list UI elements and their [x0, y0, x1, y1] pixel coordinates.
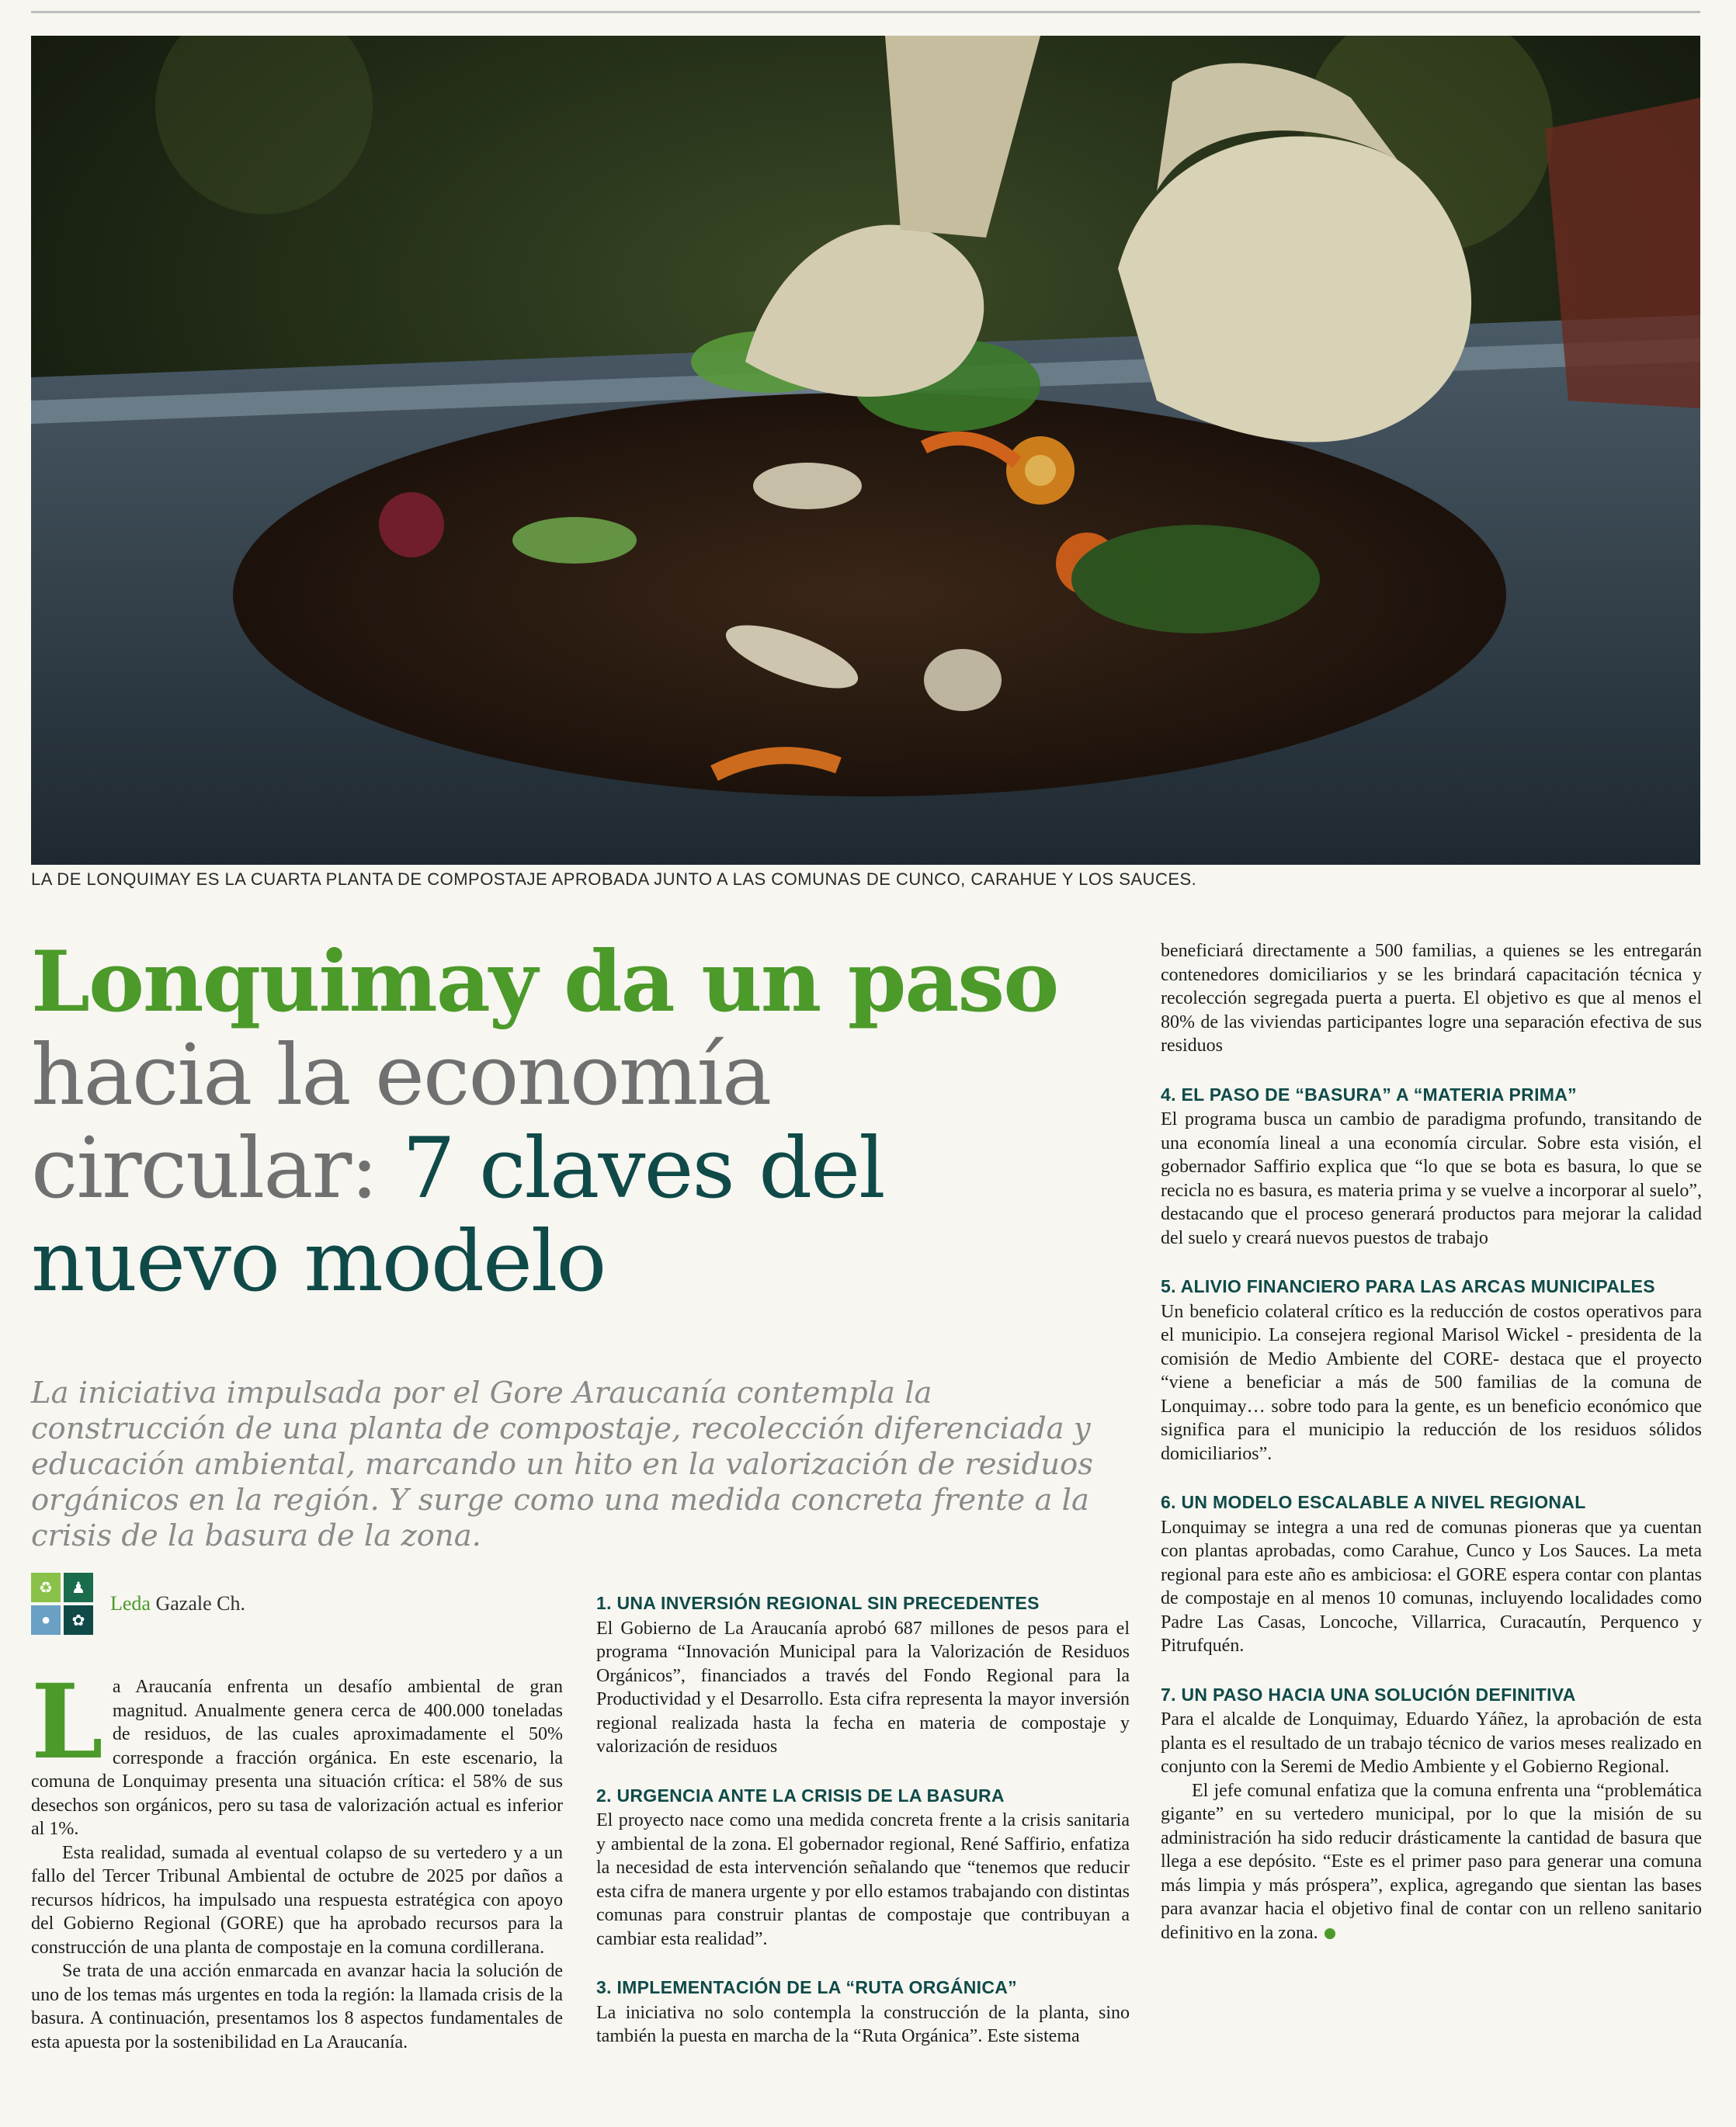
- section-6-title: 6. UN MODELO ESCALABLE A NIVEL REGIONAL: [1161, 1492, 1586, 1512]
- leaf-icon: ✿: [64, 1605, 93, 1635]
- section-1-body: El Gobierno de La Araucanía aprobó 687 millones de pesos para el programa “Innovación Municipal para la Valorización de Residuos Orgánicos”, financiados a través del Fondo Regional para la Productividad y el Desarrollo. Esta cifra representa la mayor inversión regional realizada hasta la fecha en materia de compostaje y valorización de residuos: [596, 1618, 1130, 1757]
- section-2-body: El proyecto nace como una medida concreta frente a la crisis sanitaria y ambiental de la zona. El gobernador regional, René Saffirio, enfatiza la necesidad de esta intervención señalando que “tenemos que reducir esta cifra de manera urgente y por ello estamos trabajando con distintas comunas para construir plantas de compostaje que contribuyan a cambiar esta realidad”.: [596, 1810, 1130, 1949]
- section-7-body-2: [1161, 1779, 1702, 1945]
- section-7-body: Para el alcalde de Lonquimay, Eduardo Yáñez, la aprobación de esta planta es el resultado de un trabajo técnico de varios meses realizado en conjunto con la Seremi de Medio Ambiente y el Gobierno Regional.: [1161, 1709, 1702, 1777]
- author-logo: [31, 1573, 93, 1635]
- end-mark-icon: [1325, 1928, 1335, 1939]
- section-3-body: La iniciativa no solo contempla la construcción de la planta, sino también la puesta en marcha de la “Ruta Orgánica”. Este sistema: [596, 2002, 1130, 2046]
- section-7-text-2: El jefe comunal enfatiza que la comuna enfrenta una “problemática gigante” en su vertedero municipal, por lo que la misión de su administración ha sido reducir drásticamente la cantidad de basura que llega a ese depósito. “Este es el primer paso para generar una comuna más limpia y más próspera”, explica, agregando que sientan las bases para avanzar hacia el objetivo final de contar con un relleno sanitario definitivo en la zona.: [1161, 1780, 1702, 1943]
- drop-cap: L: [31, 1662, 103, 1782]
- people-icon: ♟: [64, 1573, 93, 1602]
- section-4-title: 4. EL PASO DE “BASURA” A “MATERIA PRIMA”: [1161, 1084, 1577, 1105]
- headline: [31, 935, 1118, 1309]
- author-name: [110, 1592, 245, 1615]
- headline-part1: Lonquimay da un paso: [31, 933, 1058, 1031]
- section-5-title: 5. ALIVIO FINANCIERO PARA LAS ARCAS MUNICIPALES: [1161, 1276, 1655, 1296]
- byline: [31, 1573, 245, 1635]
- photo-caption: LA DE LONQUIMAY ES LA CUARTA PLANTA DE COMPOSTAJE APROBADA JUNTO A LAS COMUNAS DE CUNCO, CARAHUE Y LOS SAUCES.: [31, 869, 1197, 889]
- intro-paragraph-2: Esta realidad, sumada al eventual colapso de su vertedero y a un fallo del Tercer Tribunal Ambiental de octubre de 2025 por daños a recursos hídricos, ha impulsado una respuesta estratégica con apoyo del Gobierno Regional (GORE) que ha aprobado recursos para la construcción de una planta de compostaje en la comuna cordillerana.: [31, 1842, 563, 1958]
- deck: La iniciativa impulsada por el Gore Araucanía contempla la construcción de una planta de compostaje, recolección diferenciada y educación ambiental, marcando un hito en la valorización de residuos orgánicos en la región. Y surge como una medida concreta frente a la crisis de la basura de la zona.: [31, 1376, 1093, 1553]
- column-1: [31, 1662, 563, 2054]
- section-3-title: 3. IMPLEMENTACIÓN DE LA “RUTA ORGÁNICA”: [596, 1977, 1017, 1997]
- section-6-body: Lonquimay se integra a una red de comunas pioneras que ya cuentan con plantas aprobadas, como Carahue, Cunco y Los Sauces. La meta regional para este año es ambiciosa: el GORE espera contar con plantas de compostaje en al menos 10 comunas, incluyendo localidades como Padre Las Casas, Loncoche, Villarrica, Curacautín, Perquenco y Pitrufquén.: [1161, 1517, 1702, 1656]
- headline-part2: hacia la economía circular:: [31, 1027, 771, 1217]
- section-7-title: 7. UN PASO HACIA UNA SOLUCIÓN DEFINITIVA: [1161, 1684, 1576, 1705]
- section-3-continued: beneficiará directamente a 500 familias, a quienes se les entregarán contenedores domiciliarios y se les brindará capacitación técnica y recolección segregada puerta a puerta. El objetivo es que al menos el 80% de las viviendas participantes logre una separación efectiva de sus residuos: [1161, 941, 1702, 1056]
- headline-part3: 7 claves del nuevo modelo: [31, 1120, 884, 1310]
- compost-photo: [31, 36, 1700, 865]
- section-2-title: 2. URGENCIA ANTE LA CRISIS DE LA BASURA: [596, 1785, 1005, 1806]
- compost-illustration: [31, 36, 1700, 865]
- author-first: Leda: [110, 1592, 151, 1615]
- section-1-title: 1. UNA INVERSIÓN REGIONAL SIN PRECEDENTES: [596, 1593, 1040, 1613]
- section-4-body: El programa busca un cambio de paradigma profundo, transitando de una economía lineal a una economía circular. Sobre esta visión, el gobernador Saffirio explica que “lo que se bota es basura, lo que se recicla no es basura, es materia prima y se vuelve a incorporar al suelo”, destacando que el proceso generará productos para mejorar la calidad del suelo y creará nuevos puestos de trabajo: [1161, 1109, 1702, 1248]
- column-3: [1161, 939, 1702, 1945]
- author-last: Gazale Ch.: [150, 1592, 245, 1615]
- recycle-icon: ♻: [31, 1573, 61, 1602]
- drop-icon: ●: [31, 1605, 61, 1635]
- top-rule: [31, 11, 1700, 13]
- intro-paragraph-1: [31, 1662, 563, 1841]
- intro-paragraph-3: Se trata de una acción enmarcada en avanzar hacia la solución de uno de los temas más urgentes en toda la región: la llamada crisis de la basura. A continuación, presentamos los 8 aspectos fundamentales de esta apuesta por la sostenibilidad en La Araucanía.: [31, 1961, 563, 2052]
- column-2: [596, 1591, 1130, 2049]
- intro-text-1: a Araucanía enfrenta un desafío ambiental de gran magnitud. Anualmente genera cerca de 400.000 toneladas de residuos, de las cuales aproximadamente el 50% corresponde a fracción orgánica. En este escenario, la comuna de Lonquimay presenta una situación crítica: el 58% de sus desechos son orgánicos, pero su tasa de valorización actual es inferior al 1%.: [31, 1677, 563, 1839]
- section-5-body: Un beneficio colateral crítico es la reducción de costos operativos para el municipio. La consejera regional Marisol Wickel - presidenta de la comisión de Medio Ambiente del CORE- destaca que el proyecto “viene a beneficiar a más de 500 familias de la comuna de Lonquimay… sobre todo para la gente, es un beneficio económico que significa para el municipio la reducción de los residuos sólidos domiciliarios”.: [1161, 1301, 1702, 1464]
